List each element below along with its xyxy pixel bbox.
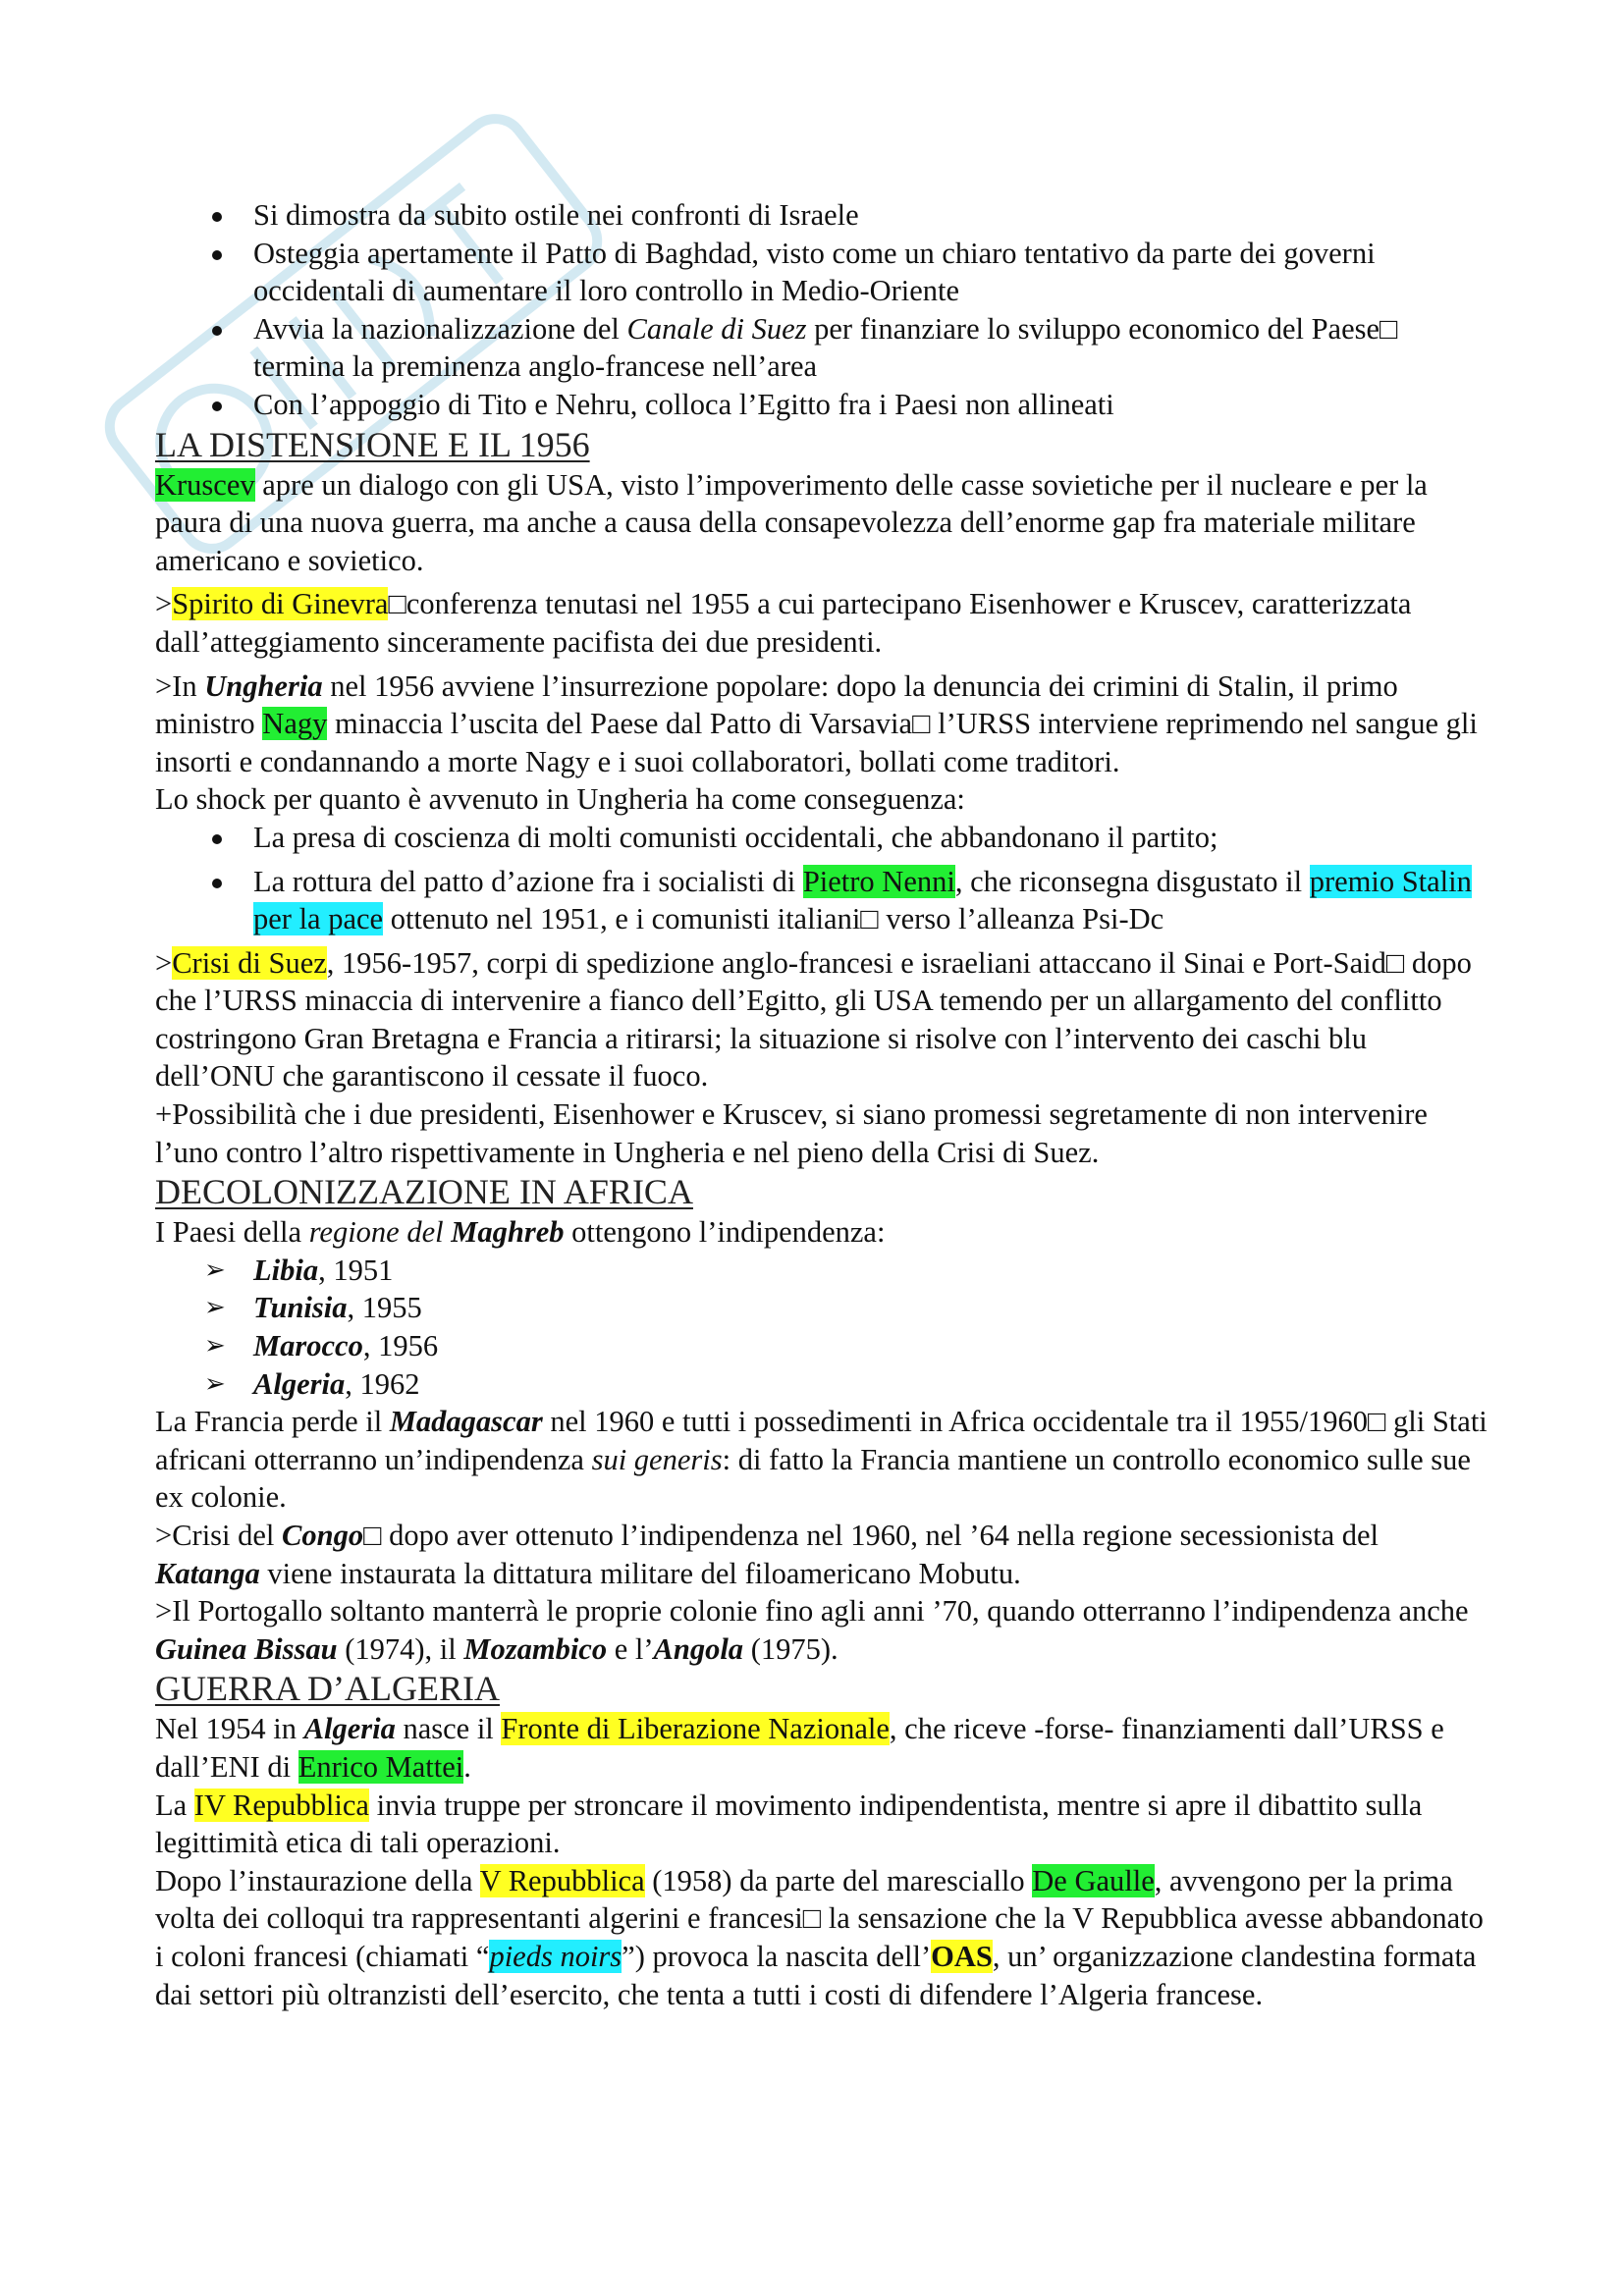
paragraph: >In Ungheria nel 1956 avviene l’insurrezione popolare: dopo la denuncia dei crimini di Stalin, il primo ministro Nagy minaccia l’uscita del Paese dal Patto di Varsavia□ l’URSS interviene reprimendo nel sangue gli insorti e condannando a morte Nagy e i suoi collaboratori, bollati come traditori.	[155, 668, 1478, 778]
list-item: Osteggia apertamente il Patto di Baghdad, visto come un chiaro tentativo da parte dei governi occidentali di aumentare il loro controllo in Medio-Oriente	[155, 235, 1490, 310]
paragraph: I Paesi della regione del Maghreb ottengono l’indipendenza:	[155, 1215, 886, 1250]
list-item: Con l’appoggio di Tito e Nehru, colloca l’Egitto fra i Paesi non allineati	[155, 386, 1490, 424]
paragraph: +Possibilità che i due presidenti, Eisenhower e Kruscev, si siano promessi segretamente di non intervenire l’uno contro l’altro rispettivamente in Ungheria e nel pieno della Crisi di Suez.	[155, 1097, 1428, 1169]
paragraph: Kruscev apre un dialogo con gli USA, visto l’impoverimento delle casse sovietiche per il nucleare e per la paura di una nuova guerra, ma anche a causa della consapevolezza dell’enorme gap fra materiale militare americano e sovietico.	[155, 467, 1428, 577]
paragraph: >Crisi di Suez, 1956-1957, corpi di spedizione anglo-francesi e israeliani attaccano il Sinai e Port-Said□ dopo che l’URSS minaccia di intervenire a fianco dell’Egitto, gli USA temendo per un allargamento del conflitto costringono Gran Bretagna e Francia a ritirarsi; la situazione si risolve con l’intervento dei caschi blu dell’ONU che garantiscono il cessate il fuoco.	[155, 945, 1472, 1094]
section-heading-algeria: GUERRA D’ALGERIA	[155, 1669, 500, 1709]
arrow-list-countries	[155, 1252, 1490, 1403]
paragraph: Lo shock per quanto è avvenuto in Ungheria ha come conseguenza:	[155, 782, 965, 817]
list-item: ➢ Algeria, 1962	[155, 1365, 1490, 1404]
list-item: Avvia la nazionalizzazione del Canale di Suez per finanziare lo sviluppo economico del Paese□ termina la preminenza anglo-francese nell’area	[155, 310, 1490, 386]
list-item: La rottura del patto d’azione fra i socialisti di Pietro Nenni, che riconsegna disgustato il premio Stalin per la pace ottenuto nel 1951, e i comunisti italiani□ verso l’alleanza Psi-Dc	[155, 863, 1490, 938]
paragraph: >Il Portogallo soltanto manterrà le proprie colonie fino agli anni ’70, quando otterranno l’indipendenza anche Guinea Bissau (1974), il Mozambico e l’Angola (1975).	[155, 1594, 1469, 1666]
arrow-bullet-icon: ➢	[204, 1255, 226, 1285]
section-heading-distensione: LA DISTENSIONE E IL 1956	[155, 424, 590, 464]
paragraph: Dopo l’instaurazione della V Repubblica (1958) da parte del maresciallo De Gaulle, avvengono per la prima volta dei colloqui tra rappresentanti algerini e francesi□ la sensazione che la V Repubblica avesse abbandonato i coloni francesi (chiamati “pieds noirs”) provoca la nascita dell’OAS, un’ organizzazione clandestina formata dai settori più oltranzisti dell’esercito, che tenta a tutti i costi di difendere l’Algeria francese.	[155, 1863, 1484, 2011]
document-page	[155, 196, 1490, 2013]
paragraph: La IV Repubblica invia truppe per stroncare il movimento indipendentista, mentre si apre il dibattito sulla legittimità etica di tali operazioni.	[155, 1788, 1423, 1860]
arrow-bullet-icon: ➢	[204, 1331, 226, 1362]
list-item: ➢ Tunisia, 1955	[155, 1289, 1490, 1327]
paragraph: La Francia perde il Madagascar nel 1960 e tutti i possedimenti in Africa occidentale tra il 1955/1960□ gli Stati africani otterranno un’indipendenza sui generis: di fatto la Francia mantiene un controllo economico sulle sue ex colonie.	[155, 1405, 1488, 1515]
arrow-bullet-icon: ➢	[204, 1368, 226, 1399]
paragraph: >Crisi del Congo□ dopo aver ottenuto l’indipendenza nel 1960, nel ’64 nella regione secessionista del Katanga viene instaurata la dittatura militare del filoamericano Mobutu.	[155, 1519, 1380, 1590]
bullet-list-consequences	[155, 819, 1490, 938]
list-item: Si dimostra da subito ostile nei confronti di Israele	[155, 196, 1490, 235]
bullet-list-egypt	[155, 196, 1490, 424]
arrow-bullet-icon: ➢	[204, 1293, 226, 1323]
list-item: ➢ Marocco, 1956	[155, 1327, 1490, 1365]
paragraph: >Spirito di Ginevra□conferenza tenutasi nel 1955 a cui partecipano Eisenhower e Kruscev, caratterizzata dall’atteggiamento sinceramente pacifista dei due presidenti.	[155, 587, 1412, 659]
list-item: La presa di coscienza di molti comunisti occidentali, che abbandonano il partito;	[155, 819, 1490, 857]
section-heading-decolonizzazione: DECOLONIZZAZIONE IN AFRICA	[155, 1172, 693, 1212]
paragraph: Nel 1954 in Algeria nasce il Fronte di Liberazione Nazionale, che riceve -forse- finanziamenti dall’URSS e dall’ENI di Enrico Mattei.	[155, 1712, 1444, 1784]
list-item: ➢ Libia, 1951	[155, 1252, 1490, 1290]
